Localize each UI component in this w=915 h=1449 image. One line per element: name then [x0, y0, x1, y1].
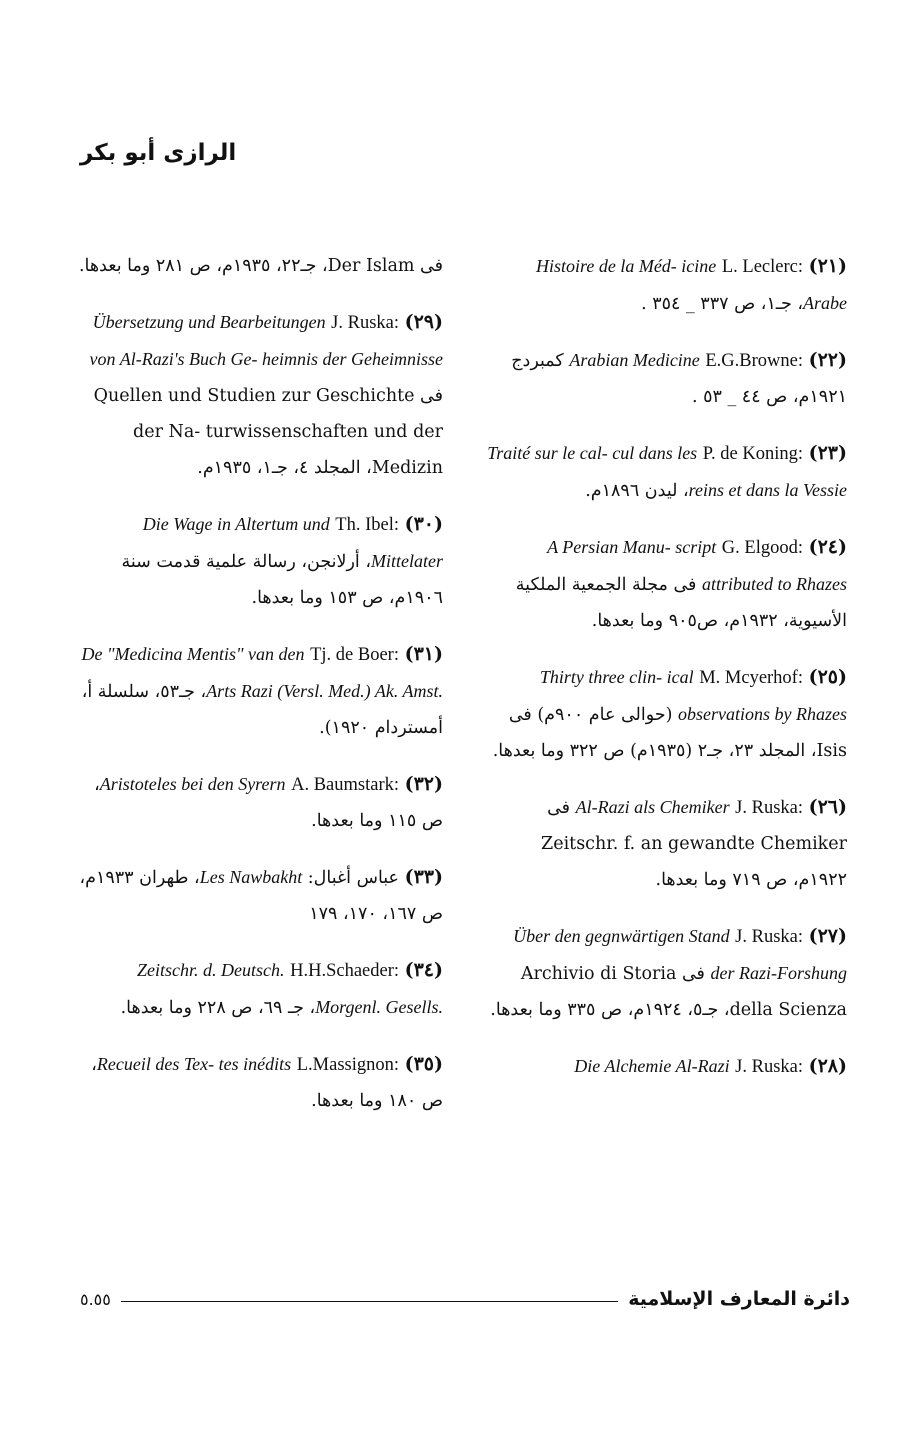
footnote-29: (٢٩) J. Ruska: Übersetzung und Bearbeitungen von Al-Razi's Buch Ge- heimnis der Geheimnisse فى Quellen und Studien zur Geschichte der Na- turwissenschaften und der Medizin، المجلد ٤، جـ١، ١٩٣٥م.: [89, 311, 443, 478]
footnote-23: (٢٣) P. de Koning: Traité sur le cal- cul dans les reins et dans la Vessie، ليدن ١٨٩٦م.: [487, 442, 847, 501]
footnote-22: (٢٢) E.G.Browne: Arabian Medicine كمبردج ١٩٢١م، ص ٤٤ _ ٥٣ .: [511, 349, 847, 407]
page-title: الرازى أبو بكر: [80, 140, 237, 166]
left-column: [78, 248, 443, 1139]
footer-title: دائرة المعارف الإسلامية: [628, 1288, 850, 1310]
footnote-34: (٣٤) H.H.Schaeder: Zeitschr. d. Deutsch. Morgenl. Gesells.، جـ ٦٩، ص ٢٢٨ وما بعدها.: [120, 959, 443, 1018]
footnote-28: (٢٨) J. Ruska: Die Alchemie Al-Razi: [574, 1055, 847, 1077]
right-column: [487, 248, 847, 1105]
footnote-32: (٣٢) A. Baumstark: Aristoteles bei den Syrern، ص ١١٥ وما بعدها.: [94, 773, 443, 831]
footnote-24: (٢٤) G. Elgood: A Persian Manu- script attributed to Rhazes فى مجلة الجمعية الملكية الأسيوية، ١٩٣٢م، ص٩٠٥ وما بعدها.: [515, 536, 847, 631]
footnote-35: (٣٥) L.Massignon: Recueil des Tex- tes inédits، ص ١٨٠ وما بعدها.: [91, 1053, 443, 1111]
footnote-27: (٢٧) J. Ruska: Über den gegnwärtigen Stand der Razi-Forshung فى Archivio di Storia della Scienza، جـ٥، ١٩٢٤م، ص ٣٣٥ وما بعدها.: [490, 925, 847, 1020]
footnote-31: (٣١) Tj. de Boer: De "Medicina Mentis" van den Arts Razi (Versl. Med.) Ak. Amst.، جـ٥٣، سلسلة أ، أمستردام ١٩٢٠).: [81, 643, 443, 738]
page-number: ٥.٥٥: [80, 1289, 111, 1309]
footnote-30: (٣٠) Th. Ibel: Die Wage in Altertum und Mittelater، أرلانجن، رسالة علمية قدمت سنة ١٩٠٦م، ص ١٥٣ وما بعدها.: [121, 513, 443, 608]
footer-rule: [121, 1301, 618, 1302]
footnote-25: (٢٥) M. Mcyerhof: Thirty three clin- ical observations by Rhazes (حوالى عام ٩٠٠م) فى Isis، المجلد ٢٣، جـ٢ (١٩٣٥م) ص ٣٢٢ وما بعدها.: [492, 666, 847, 761]
page-footer: [80, 1288, 850, 1310]
footnote-26: (٢٦) J. Ruska: Al-Razi als Chemiker فى Zeitschr. f. an gewandte Chemiker ١٩٢٢م، ص ٧١٩ وما بعدها.: [541, 796, 847, 890]
footnote-20-continued: فى Der Islam، جـ٢٢، ١٩٣٥م، ص ٢٨١ وما بعدها.: [78, 256, 443, 276]
footnote-33: (٣٣) عباس أغبال: Les Nawbakht، طهران ١٩٣٣م، ص ١٦٧، ١٧٠، ١٧٩: [79, 866, 443, 924]
footnote-21: (٢١) L. Leclerc: Histoire de la Méd- icine Arabe، جـ١، ص ٣٣٧ _ ٣٥٤ .: [536, 255, 847, 314]
